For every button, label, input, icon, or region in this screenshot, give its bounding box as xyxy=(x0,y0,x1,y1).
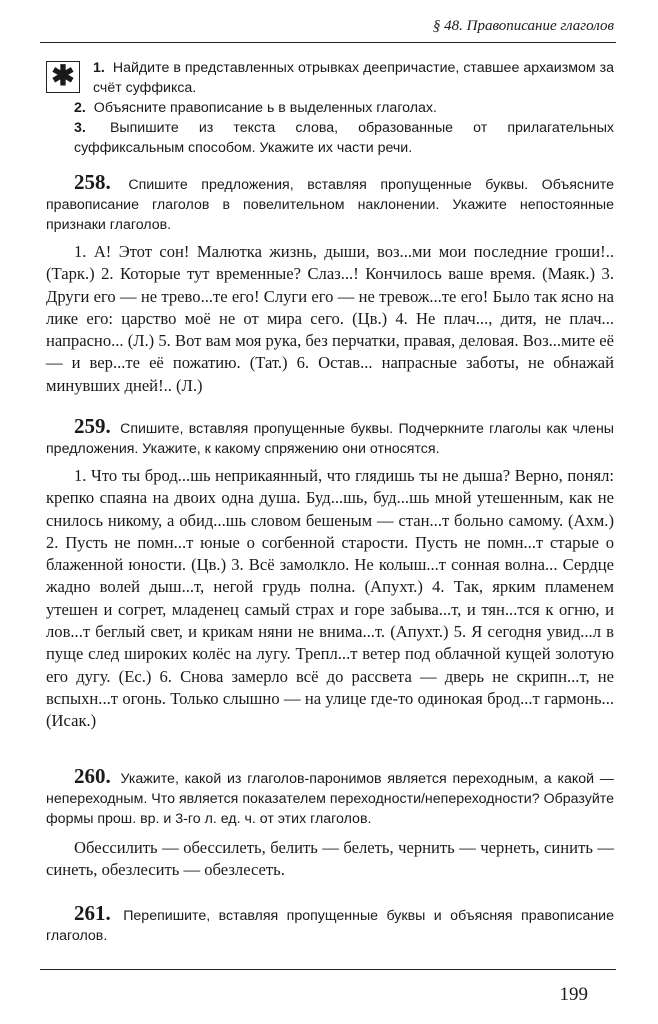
footer-rule xyxy=(40,969,616,970)
exercise-261 xyxy=(46,903,614,946)
exercise-text: Обессилить — обессилеть, белить — белеть, чернить — чернеть, синить — синеть, обезлесить — обезлесеть. xyxy=(46,838,614,880)
task-list xyxy=(46,58,614,158)
exercise-259 xyxy=(46,416,614,733)
running-header: § 48. Правописание глаголов xyxy=(432,18,614,34)
exercise-number: 258. xyxy=(74,170,111,194)
exercise-heading xyxy=(46,766,614,829)
task-number: 1. xyxy=(93,60,105,76)
task-text: Выпишите из текста слова, образованные от прилагательных суффиксальным способом. Укажите их части речи. xyxy=(74,120,614,156)
exercise-text: 1. А! Этот сон! Малютка жизнь, дыши, воз...ми мои последние гроши!.. (Тарк.) 2. Которые тут временные? Слаз...! Кончилось ваше время. (Маяк.) 3. Други его — не трево...те его! Слуги его — не тревож...те его! Было так ясно на лике его: царство моё не от мира сего. (Цв.) 4. Не плач..., дитя, не плач... напрасно... (Л.) 5. Вот вам моя рука, без перчатки, правая, деловая. Воз...мите её — и вер...те её пожатию. (Тат.) 6. Остав... напрасные заботы, не обнажай минувших дней!.. (Л.) xyxy=(46,242,614,395)
task-item xyxy=(46,118,614,158)
exercise-heading xyxy=(46,903,614,946)
exercise-heading xyxy=(46,172,614,235)
exercise-number: 259. xyxy=(74,414,111,438)
exercise-258 xyxy=(46,172,614,397)
exercise-task: Укажите, какой из глаголов-паронимов является переходным, а какой — непереходным. Что является показателем переходности/непереходности? Образуйте формы прош. вр. и 3-го л. ед. ч. от этих глаголов. xyxy=(46,771,614,827)
exercise-text: 1. Что ты брод...шь неприкаянный, что глядишь ты не дыша? Верно, понял: крепко спаяна на двоих одна душа. Буд...шь, буд...шь мной утешенным, как не снилось никому, а обид...шь словом бешеным — стан...т больно самому. (Ахм.) 2. Пусть не помн...т юные о согбенной старости. Пусть не помн...т старые о блаженной юности. (Цв.) 3. Всё замолкло. Не колыш...т сонная волна... Сердце жадно волей дыш...т, негой грудь полна. (Апухт.) 4. Так, ярким пламенем утешен и согрет, младенец самый страх и горе забыва...т, и тян...тся к огню, и лов...т беглый свет, и крикам няни не внима...т. (Апухт.) 5. Я сегодня увид...л в пуще след широких колёс на лугу. Трепл...т ветер под облачной кущей золотую его дугу. (Ес.) 6. Снова замерло всё до рассвета — дверь не скрипн...т, не вспыхн...т огонь. Только слышно — на улице где-то одинокая брод...т гармонь... (Исак.) xyxy=(46,466,614,731)
exercise-heading xyxy=(46,416,614,459)
header-rule xyxy=(40,42,616,43)
task-item xyxy=(46,98,614,118)
task-text: Объясните правописание ь в выделенных глаголах. xyxy=(93,100,437,116)
star-icon: ✱ xyxy=(46,61,80,93)
task-item xyxy=(46,58,614,98)
exercise-number: 260. xyxy=(74,764,111,788)
task-number: 2. xyxy=(74,100,86,116)
page-number: 199 xyxy=(559,984,588,1005)
exercise-number: 261. xyxy=(74,901,111,925)
exercise-task: Спишите, вставляя пропущенные буквы. Подчеркните глаголы как члены предложения. Укажите, к какому спряжению они относятся. xyxy=(46,421,614,457)
task-text: Найдите в представленных отрывках деепричастие, ставшее архаизмом за счёт суффикса. xyxy=(93,60,614,96)
exercise-260 xyxy=(46,766,614,882)
task-number: 3. xyxy=(74,120,86,136)
exercise-task: Перепишите, вставляя пропущенные буквы и объясняя правописание глаголов. xyxy=(46,908,614,944)
exercise-task: Спишите предложения, вставляя пропущенные буквы. Объясните правописание глаголов в повелительном наклонении. Укажите непостоянные признаки глаголов. xyxy=(46,177,614,233)
